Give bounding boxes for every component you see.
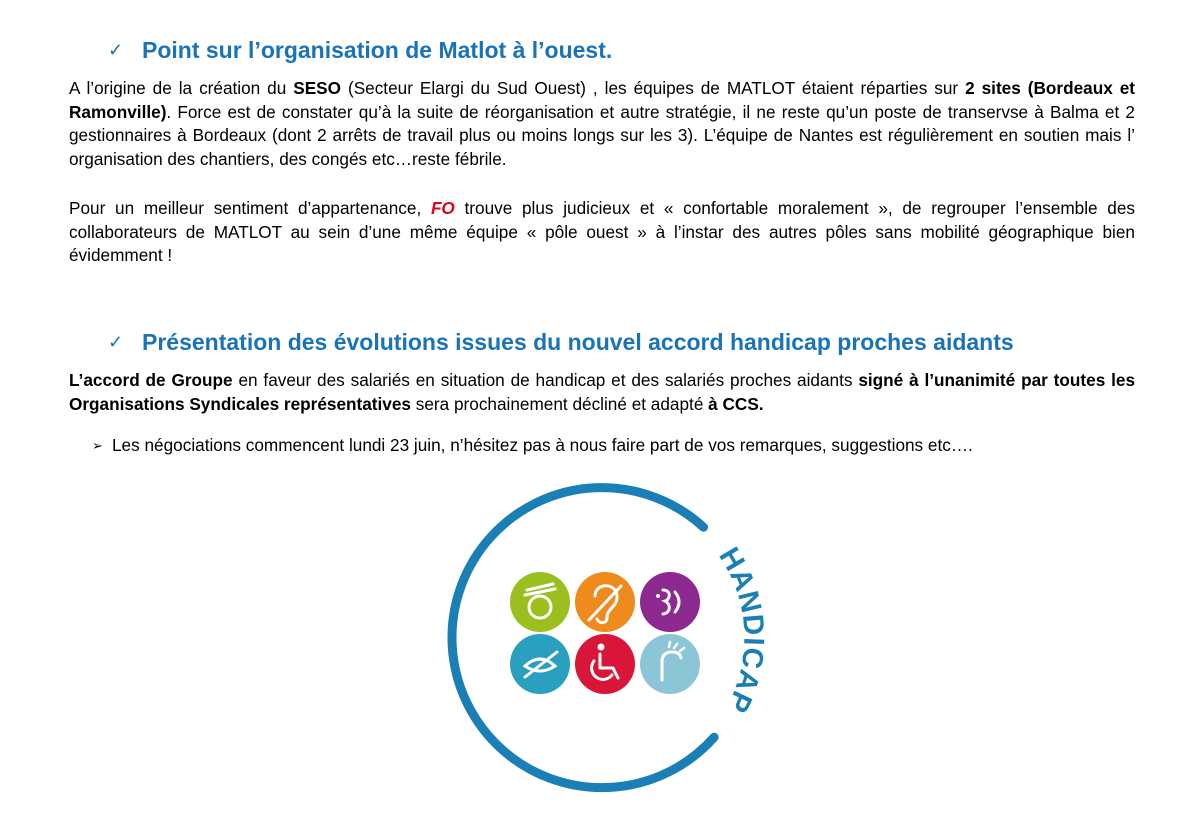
handicap-logo xyxy=(433,472,773,802)
wheelchair-icon xyxy=(575,634,635,694)
text-run-bold: 2 sites (Bordeaux et Ramonville) xyxy=(69,78,1135,122)
section-title: Présentation des évolutions issues du nouvel accord handicap proches aidants xyxy=(142,329,1014,355)
checkmark-icon: ✓ xyxy=(108,40,124,60)
section-heading-accord xyxy=(108,328,1014,356)
text-run: en faveur des salariés en situation de handicap et des salariés proches aidants xyxy=(232,370,859,390)
text-run: Pour un meilleur sentiment d’appartenance, xyxy=(69,198,431,218)
bullet-text: Les négociations commencent lundi 23 juin, n’hésitez pas à nous faire part de vos remarques, suggestions etc…. xyxy=(112,435,973,455)
text-run-bold: à CCS. xyxy=(708,393,764,414)
logo-text: HANDICAP xyxy=(712,542,770,719)
speech-icon xyxy=(640,572,700,632)
text-run: . Force est de constater qu’à la suite de réorganisation et autre stratégie, il ne reste qu’un poste de transervse à Balma et 2 gestionnaires à Bordeaux (dont 2 arrêts de travail plus ou moins longs sur les 3). L’équipe de Nantes est régulièrement en soutien mais l’ organisation des chantiers, des congés etc…reste fébrile. xyxy=(69,101,1135,169)
text-run-bold: L’accord de Groupe xyxy=(69,370,233,390)
eye-crossed-icon xyxy=(510,634,570,694)
text-run: (Secteur Elargi du Sud Ouest) , les équipes de MATLOT étaient réparties sur xyxy=(341,78,966,98)
bullet-negociations xyxy=(92,434,973,457)
section-title: Point sur l’organisation de Matlot à l’ouest. xyxy=(142,37,613,63)
text-run: A l’origine de la création du xyxy=(69,78,294,98)
ear-icon xyxy=(575,572,635,632)
mind-icon xyxy=(640,634,700,694)
text-run-bold: signé à l’unanimité par toutes les Organisations Syndicales représentatives xyxy=(69,370,1136,414)
section-heading-organisation xyxy=(108,36,612,64)
text-run-bold: SESO xyxy=(293,78,342,98)
arrow-bullet-icon: ➢ xyxy=(92,438,103,453)
text-run: sera prochainement décliné et adapté xyxy=(411,393,709,414)
text-run: trouve plus judicieux et « confortable moralement », de regrouper l’ensemble des collaborateurs de MATLOT au sein d’une même équipe « pôle ouest » à l’instar des autres pôles sans mobilité géographique bien évidemment ! xyxy=(69,198,1136,265)
checkmark-icon: ✓ xyxy=(108,332,124,352)
head-icon xyxy=(510,572,570,632)
paragraph-accord xyxy=(69,369,1135,416)
fo-highlight: FO xyxy=(430,198,455,218)
paragraph-seso xyxy=(69,77,1135,171)
paragraph-fo xyxy=(69,197,1135,268)
